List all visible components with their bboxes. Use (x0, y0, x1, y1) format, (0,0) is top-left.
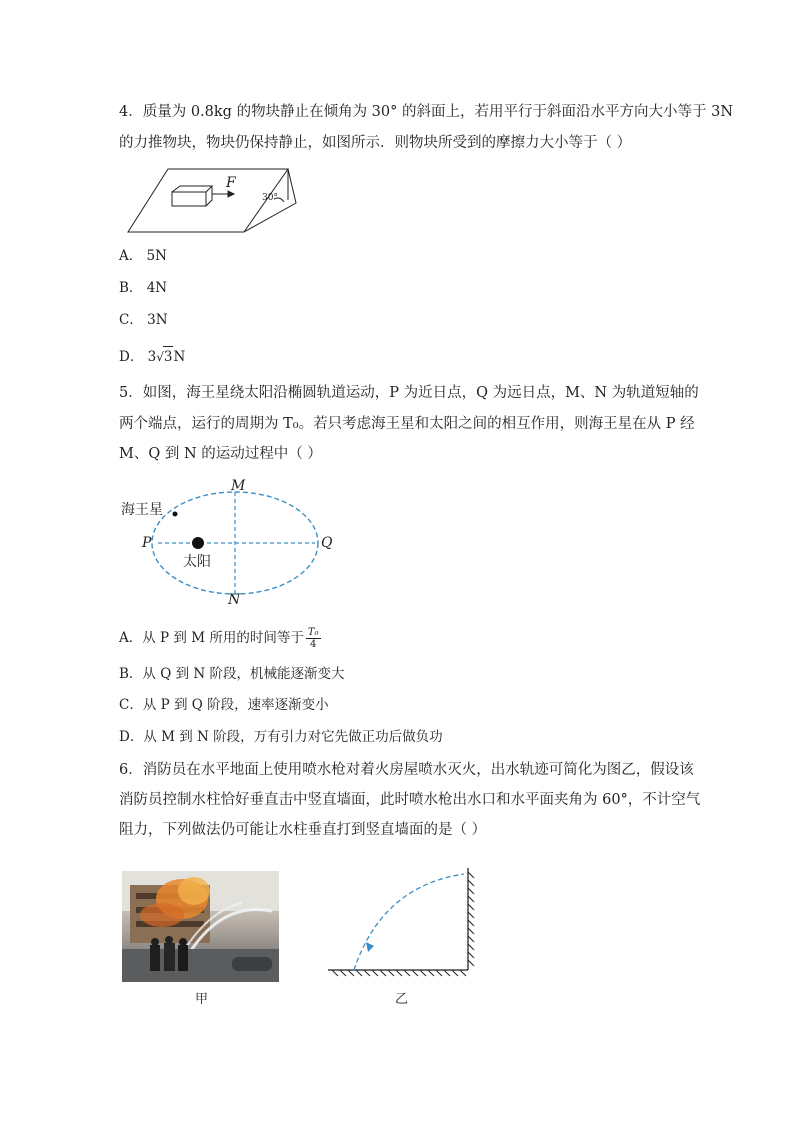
q6-stem-line-3: 阻力，下列做法仍可能让水柱垂直打到竖直墙面的是（ ） (119, 822, 487, 838)
sun-dot (192, 537, 204, 549)
q5-option-a: A．从 P 到 M 所用的时间等于 $\frac{\text{T₀}}{4}$ (119, 627, 319, 650)
angle-label: 30° (262, 193, 278, 203)
fraction: $\frac{\text{T₀}}{4}$ (307, 627, 319, 650)
point-p-label: P (142, 535, 152, 551)
q4-stem-line-2: 的力推物块，物块仍保持静止，如图所示．则物块所受到的摩擦力大小等于（ ） (119, 135, 632, 151)
q5-stem-line-1: 5．如图，海王星绕太阳沿椭圆轨道运动，P 为近日点，Q 为远日点，M、N 为轨道短轴的 (119, 385, 699, 401)
orbit-diagram (150, 488, 320, 598)
q4-option-d: D． 3√3N (119, 346, 185, 367)
point-q-label: Q (321, 535, 333, 551)
ground-hatching (332, 970, 466, 976)
point-n-label: N (228, 592, 241, 608)
q5-stem-line-2: 两个端点，运行的周期为 T₀。若只考虑海王星和太阳之间的相互作用，则海王星在从 P 经 (119, 416, 695, 432)
q4-option-c: C． 3N (119, 312, 168, 328)
wall-hatching (468, 872, 474, 966)
block (172, 192, 206, 206)
caption-yi: 乙 (395, 992, 409, 1007)
planet-label: 海王星 (121, 502, 163, 518)
q4-option-a: A． 5N (119, 248, 167, 264)
direction-arrow (366, 942, 374, 952)
q5-option-b: B．从 Q 到 N 阶段，机械能逐渐变大 (119, 666, 345, 682)
q5-stem-line-3: M、Q 到 N 的运动过程中（ ） (119, 446, 322, 462)
q5-option-d: D．从 M 到 N 阶段，万有引力对它先做正功后做负功 (119, 729, 443, 745)
caption-jia: 甲 (195, 992, 209, 1007)
q4-option-b: B． 4N (119, 280, 168, 296)
radicand: 3 (163, 346, 174, 367)
point-m-label: M (231, 478, 246, 494)
water-trajectory (354, 874, 464, 970)
q4-stem-line-1: 4．质量为 0.8kg 的物块静止在倾角为 30° 的斜面上，若用平行于斜面沿水平方向大小等于 3N (119, 104, 734, 120)
planet-dot (173, 512, 178, 517)
q5-option-c: C．从 P 到 Q 阶段，速率逐渐变小 (119, 697, 329, 713)
q6-stem-line-1: 6．消防员在水平地面上使用喷水枪对着火房屋喷水灭火，出水轨迹可简化为图乙，假设该 (119, 762, 694, 778)
q6-stem-line-2: 消防员控制水柱恰好垂直击中竖直墙面，此时喷水枪出水口和水平面夹角为 60°，不计空气 (119, 792, 701, 808)
sun-label: 太阳 (183, 554, 211, 570)
force-label: F (226, 175, 236, 191)
firefighting-photo (122, 871, 279, 982)
trajectory-diagram (322, 866, 482, 978)
